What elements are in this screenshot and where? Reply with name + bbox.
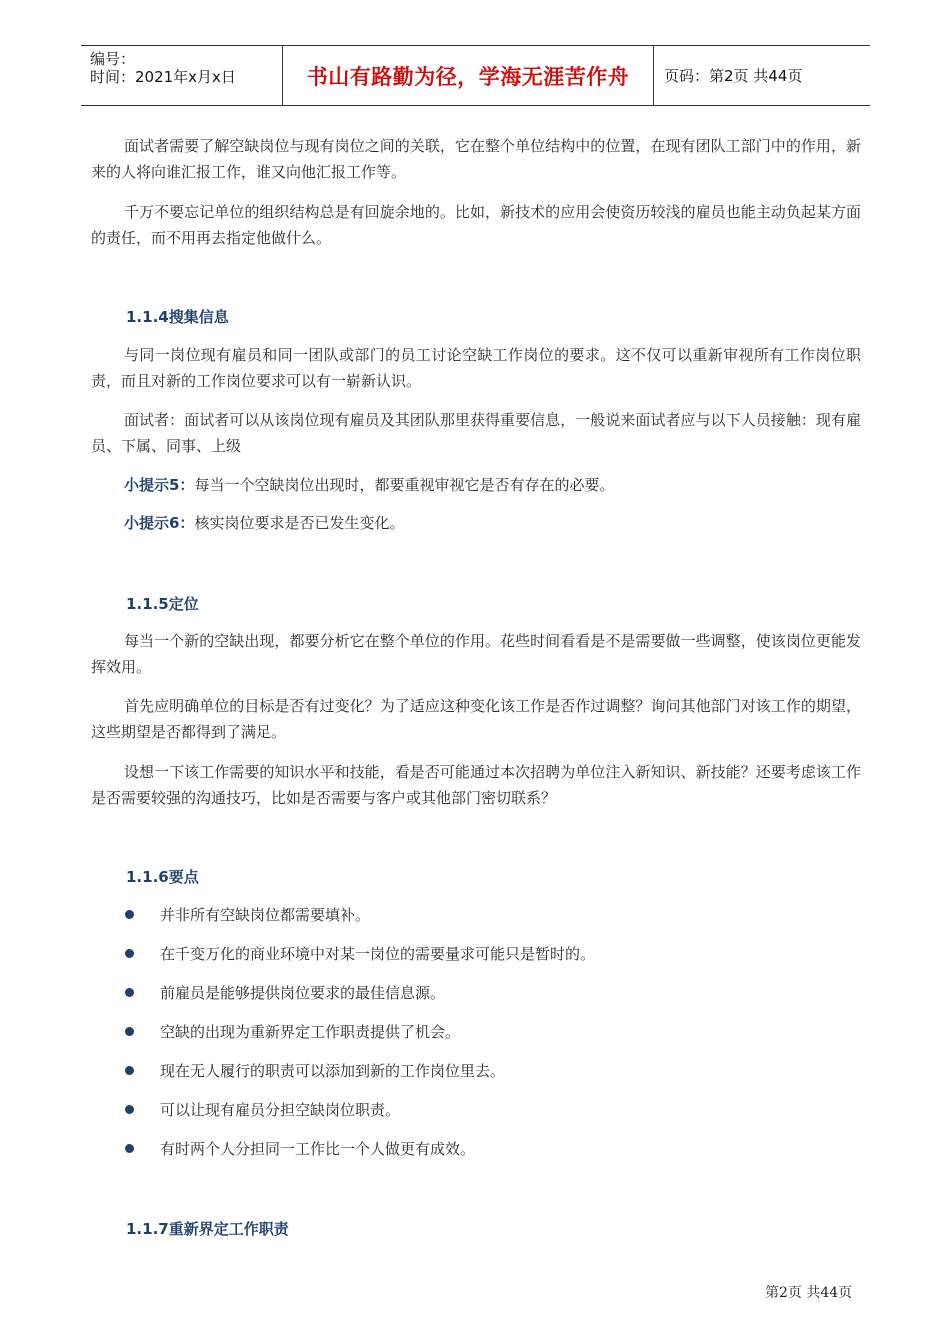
paragraph-5: 每当一个新的空缺出现，都要分析它在整个单位的作用。花些时间看看是不是需要做一些调整，使该岗位更能发挥效用。 — [91, 632, 861, 676]
tip-6-text: 核实岗位要求是否已发生变化。 — [194, 514, 405, 532]
bullet-icon — [125, 1066, 134, 1075]
paragraph-2: 千万不要忘记单位的组织结构总是有回旋余地的。比如，新技术的应用会使资历较浅的雇员也能主动负起某方面的责任，而不用再去指定他做什么。 — [91, 203, 861, 247]
tip-5 — [124, 474, 614, 495]
header-motto: 书山有路勤为径，学海无涯苦作舟 — [306, 64, 630, 89]
document-date: 时间：2021年x月x日 — [90, 68, 236, 86]
list-item: 可以让现有雇员分担空缺岗位职责。 — [125, 1099, 400, 1120]
header-motto-cell — [282, 46, 654, 105]
section-heading-1-1-6: 1.1.6要点 — [126, 868, 199, 886]
bullet-icon — [125, 1027, 134, 1036]
list-item: 并非所有空缺岗位都需要填补。 — [125, 904, 370, 925]
page-footer: 第2页 共44页 — [765, 1285, 853, 1301]
bullet-icon — [125, 988, 134, 997]
tip-6 — [124, 512, 404, 533]
paragraph-1: 面试者需要了解空缺岗位与现有岗位之间的关联，它在整个单位结构中的位置，在现有团队工部门中的作用，新来的人将向谁汇报工作，谁又向他汇报工作等。 — [91, 137, 861, 181]
paragraph-4: 面试者：面试者可以从该岗位现有雇员及其团队那里获得重要信息，一般说来面试者应与以下人员接触：现有雇员、下属、同事、上级 — [91, 411, 861, 455]
bullet-icon — [125, 949, 134, 958]
bullet-icon — [125, 910, 134, 919]
list-item: 空缺的出现为重新界定工作职责提供了机会。 — [125, 1021, 460, 1042]
header-page-info: 页码：第2页 共44页 — [664, 67, 803, 85]
list-item: 前雇员是能够提供岗位要求的最佳信息源。 — [125, 982, 445, 1003]
section-heading-1-1-5: 1.1.5定位 — [126, 595, 199, 613]
tip-5-label: 小提示5： — [124, 476, 195, 494]
list-item: 在千变万化的商业环境中对某一岗位的需要量求可能只是暂时的。 — [125, 943, 595, 964]
bullet-icon — [125, 1144, 134, 1153]
paragraph-3: 与同一岗位现有雇员和同一团队或部门的员工讨论空缺工作岗位的要求。这不仅可以重新审视所有工作岗位职责，而且对新的工作岗位要求可以有一崭新认识。 — [91, 346, 861, 390]
header-meta — [81, 46, 281, 105]
tip-5-text: 每当一个空缺岗位出现时，都要重视审视它是否有存在的必要。 — [194, 476, 615, 494]
list-item: 现在无人履行的职责可以添加到新的工作岗位里去。 — [125, 1060, 505, 1081]
paragraph-6: 首先应明确单位的目标是否有过变化？为了适应这种变化该工作是否作过调整？询问其他部门对该工作的期望，这些期望是否都得到了满足。 — [91, 697, 861, 741]
section-heading-1-1-4: 1.1.4搜集信息 — [126, 308, 229, 326]
list-item: 有时两个人分担同一工作比一个人做更有成效。 — [125, 1138, 475, 1159]
section-heading-1-1-7: 1.1.7重新界定工作职责 — [126, 1220, 289, 1238]
document-header — [81, 45, 870, 106]
paragraph-7: 设想一下该工作需要的知识水平和技能，看是否可能通过本次招聘为单位注入新知识、新技能？还要考虑该工作是否需要较强的沟通技巧，比如是否需要与客户或其他部门密切联系？ — [91, 763, 861, 807]
tip-6-label: 小提示6： — [124, 514, 195, 532]
document-number: 编号： — [90, 50, 136, 68]
bullet-icon — [125, 1105, 134, 1114]
